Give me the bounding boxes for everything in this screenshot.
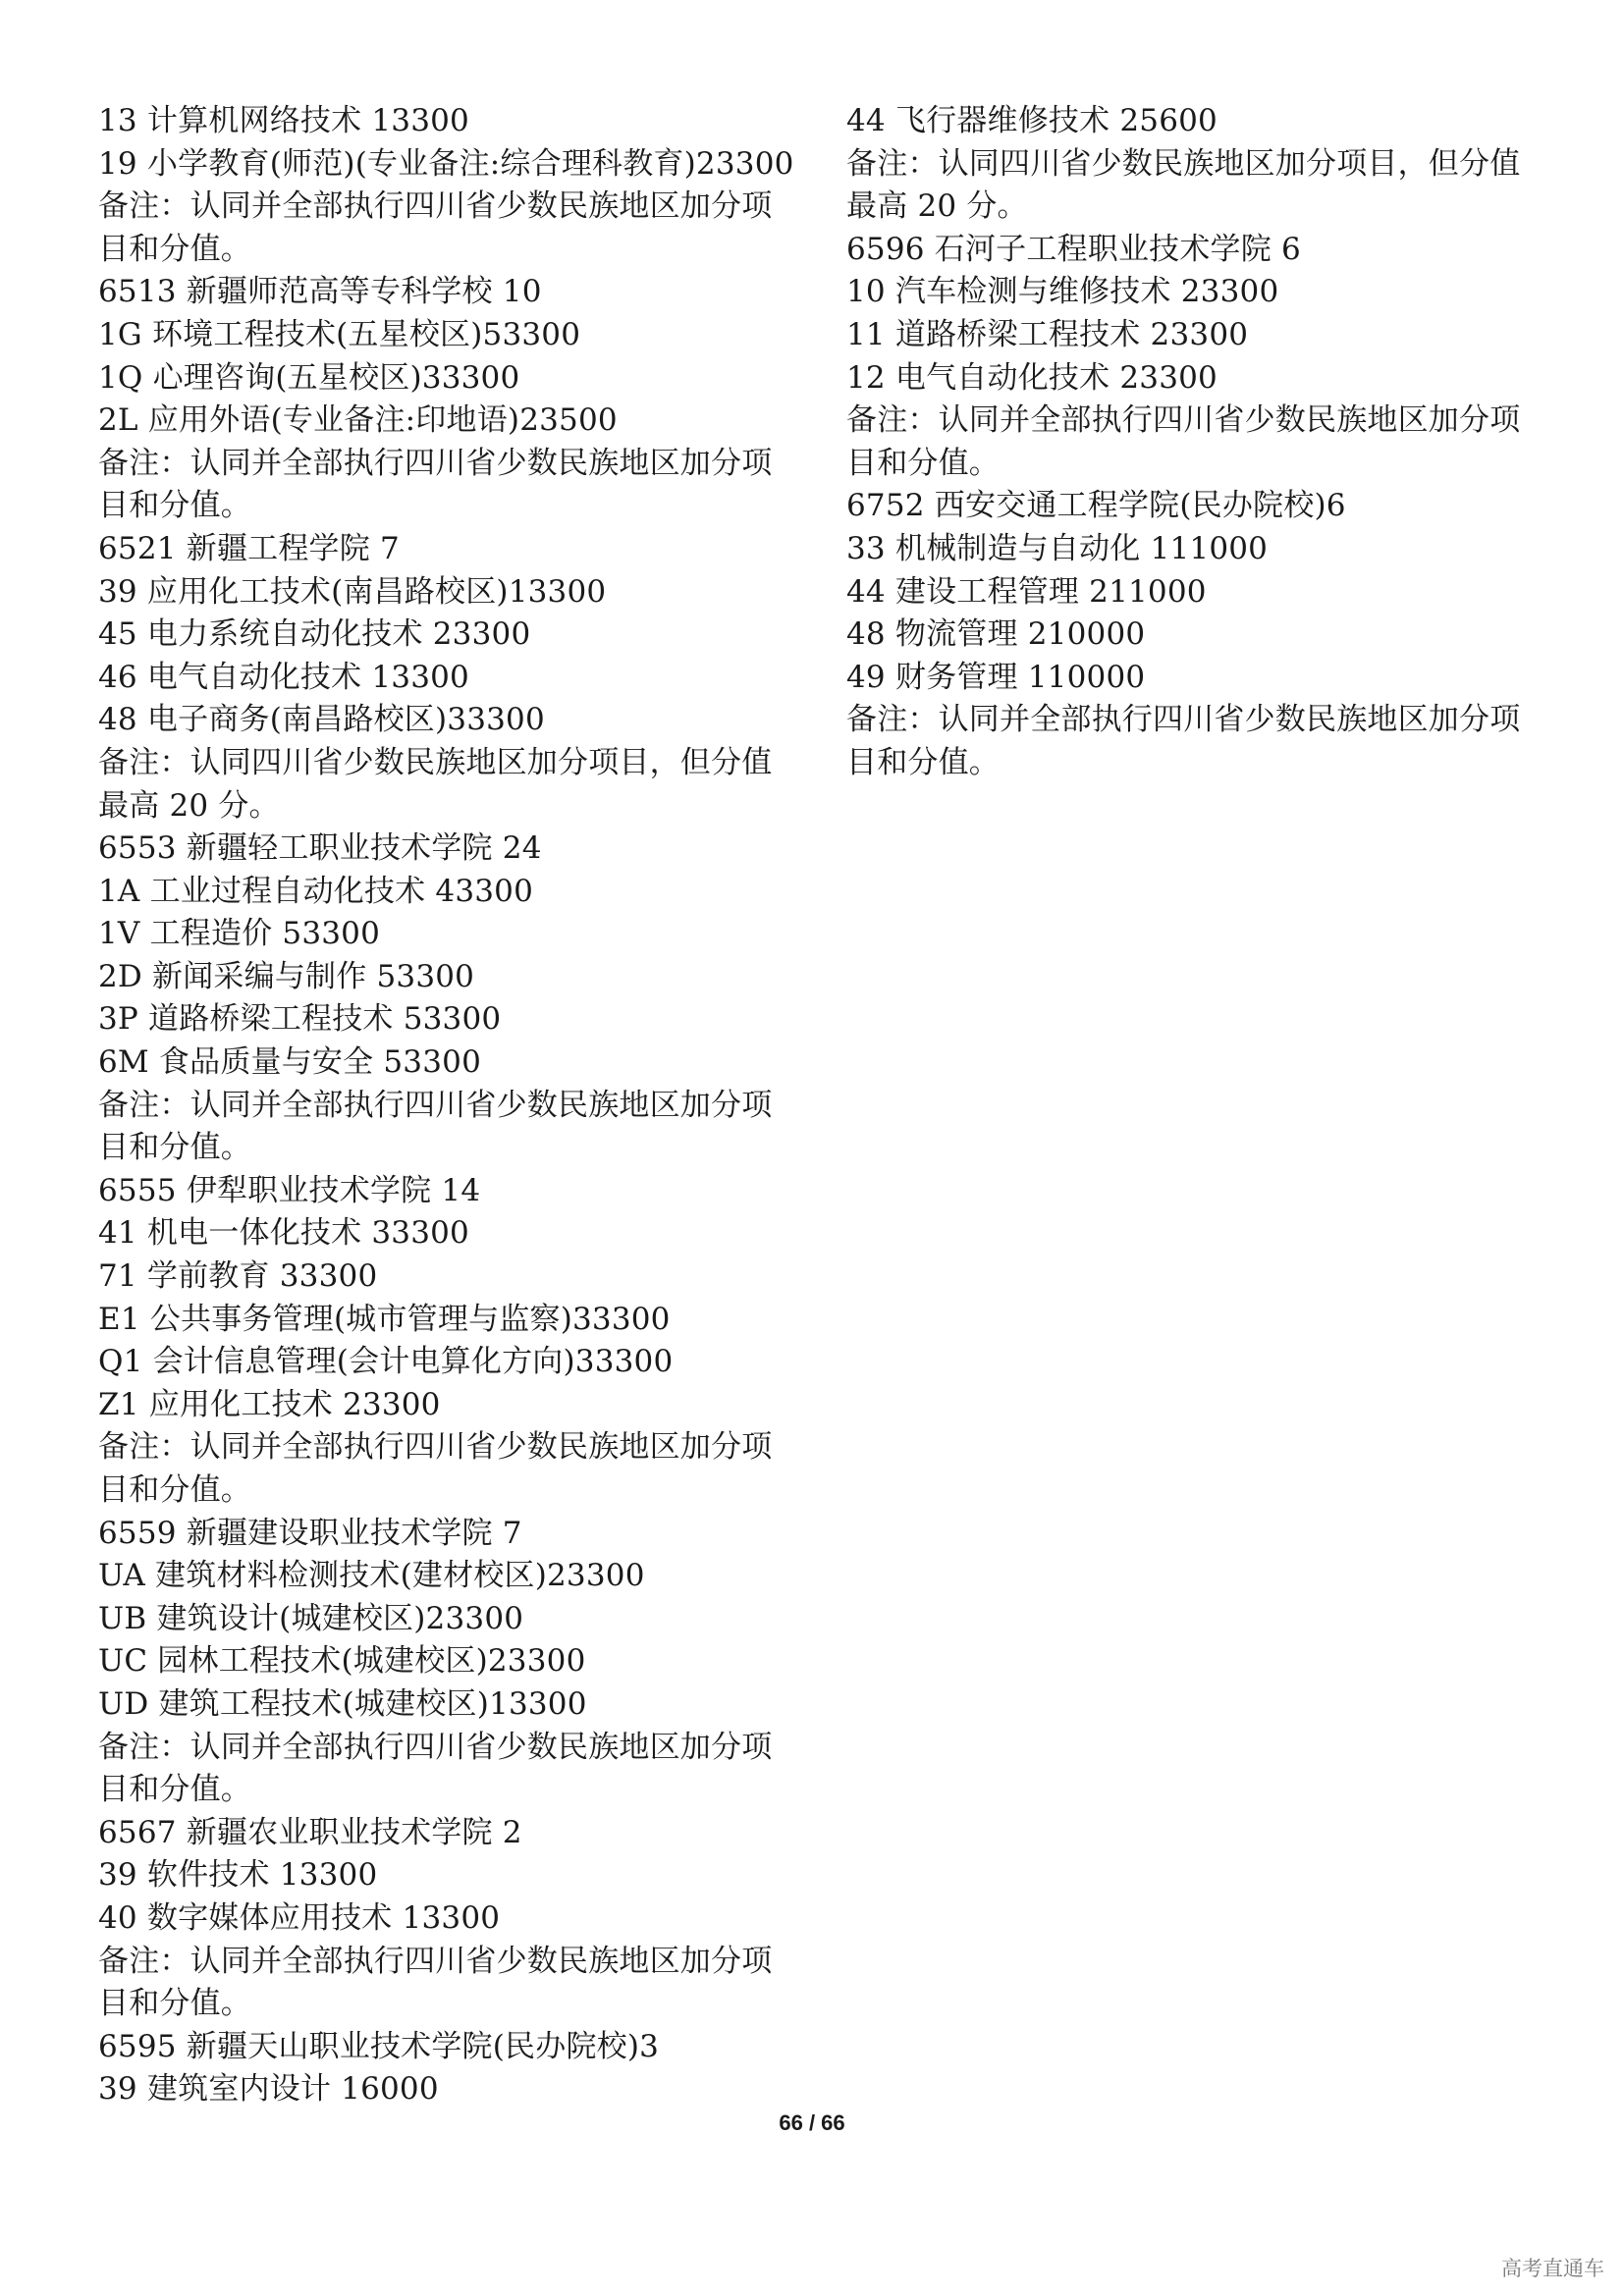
text-line: 目和分值。	[98, 1772, 251, 1808]
text-line: 46 电气自动化技术 13300	[98, 659, 469, 695]
text-line: 6521 新疆工程学院 7	[98, 530, 400, 566]
text-line: UA 建筑材料检测技术(建材校区)23300	[98, 1558, 645, 1594]
text-line: 6752 西安交通工程学院(民办院校)6	[846, 488, 1346, 524]
text-line: 1Q 心理咨询(五星校区)33300	[98, 359, 520, 396]
text-line: 49 财务管理 110000	[846, 659, 1146, 695]
page-number: 66 / 66	[779, 2110, 845, 2135]
text-line: 44 建设工程管理 211000	[846, 573, 1207, 610]
text-line: UC 园林工程技术(城建校区)23300	[98, 1643, 586, 1680]
text-line: 6555 伊犁职业技术学院 14	[98, 1172, 481, 1208]
text-line: 2D 新闻采编与制作 53300	[98, 958, 475, 994]
text-line: 12 电气自动化技术 23300	[846, 359, 1218, 396]
text-line: Q1 会计信息管理(会计电算化方向)33300	[98, 1344, 674, 1380]
text-line: 40 数字媒体应用技术 13300	[98, 1899, 501, 1936]
text-line: UD 建筑工程技术(城建校区)13300	[98, 1685, 587, 1722]
text-line: 1V 工程造价 53300	[98, 916, 381, 952]
text-line: Z1 应用化工技术 23300	[98, 1386, 441, 1422]
text-line: 6553 新疆轻工职业技术学院 24	[98, 830, 542, 867]
text-line: 13 计算机网络技术 13300	[98, 103, 469, 138]
text-line: 1G 环境工程技术(五星校区)53300	[98, 316, 581, 352]
text-line: 39 应用化工技术(南昌路校区)13300	[98, 573, 607, 610]
text-line: 48 电子商务(南昌路校区)33300	[98, 702, 545, 738]
watermark: 高考直通车	[1501, 2257, 1604, 2280]
text-line: 10 汽车检测与维修技术 23300	[846, 274, 1279, 310]
text-line: 2L 应用外语(专业备注:印地语)23500	[98, 402, 618, 439]
text-line: 6559 新疆建设职业技术学院 7	[98, 1515, 522, 1551]
text-line: 71 学前教育 33300	[98, 1258, 378, 1295]
text-line: 41 机电一体化技术 33300	[98, 1215, 469, 1252]
text-line: 45 电力系统自动化技术 23300	[98, 616, 531, 653]
text-line: 6567 新疆农业职业技术学院 2	[98, 1814, 522, 1850]
text-line: 3P 道路桥梁工程技术 53300	[98, 1001, 502, 1038]
text-line: 44 飞行器维修技术 25600	[846, 103, 1218, 138]
text-line: 备注：认同四川省少数民族地区加分项目，但分值	[98, 744, 773, 780]
text-line: 备注：认同并全部执行四川省少数民族地区加分项	[98, 1087, 773, 1123]
text-line: 备注：认同四川省少数民族地区加分项目，但分值	[846, 145, 1521, 182]
text-line: 6595 新疆天山职业技术学院(民办院校)3	[98, 2028, 660, 2064]
text-line: 6596 石河子工程职业技术学院 6	[846, 231, 1301, 267]
text-line: 备注：认同并全部执行四川省少数民族地区加分项	[98, 1429, 773, 1466]
text-line: 最高 20 分。	[98, 787, 280, 824]
text-line: 11 道路桥梁工程技术 23300	[846, 316, 1249, 352]
text-line: 备注：认同并全部执行四川省少数民族地区加分项	[98, 445, 773, 481]
text-line: 6M 食品质量与安全 53300	[98, 1044, 481, 1081]
text-line: 19 小学教育(师范)(专业备注:综合理科教育)23300	[98, 145, 794, 182]
text-line: 目和分值。	[98, 1472, 251, 1508]
text-line: 6513 新疆师范高等专科学校 10	[98, 274, 542, 310]
text-line: 备注：认同并全部执行四川省少数民族地区加分项	[98, 1729, 773, 1765]
left-column	[98, 100, 794, 2111]
text-line: 39 软件技术 13300	[98, 1857, 378, 1894]
text-line: 目和分值。	[98, 1986, 251, 2022]
text-line: UB 建筑设计(城建校区)23300	[98, 1600, 524, 1636]
text-line: 33 机械制造与自动化 111000	[846, 530, 1269, 566]
text-line: 目和分值。	[846, 744, 1000, 780]
text-line: 备注：认同并全部执行四川省少数民族地区加分项	[846, 702, 1521, 738]
text-line: 目和分值。	[846, 445, 1000, 481]
text-line: 最高 20 分。	[846, 188, 1028, 225]
text-line: 备注：认同并全部执行四川省少数民族地区加分项	[98, 188, 773, 225]
text-line: 备注：认同并全部执行四川省少数民族地区加分项	[846, 402, 1521, 439]
text-line: 目和分值。	[98, 231, 251, 267]
text-line: 目和分值。	[98, 488, 251, 524]
text-line: 48 物流管理 210000	[846, 616, 1146, 653]
text-line: 备注：认同并全部执行四川省少数民族地区加分项	[98, 1943, 773, 1979]
text-line: 目和分值。	[98, 1130, 251, 1166]
text-line: E1 公共事务管理(城市管理与监察)33300	[98, 1301, 671, 1337]
right-column	[846, 100, 1534, 785]
text-line: 39 建筑室内设计 16000	[98, 2071, 439, 2108]
text-line: 1A 工业过程自动化技术 43300	[98, 873, 534, 909]
